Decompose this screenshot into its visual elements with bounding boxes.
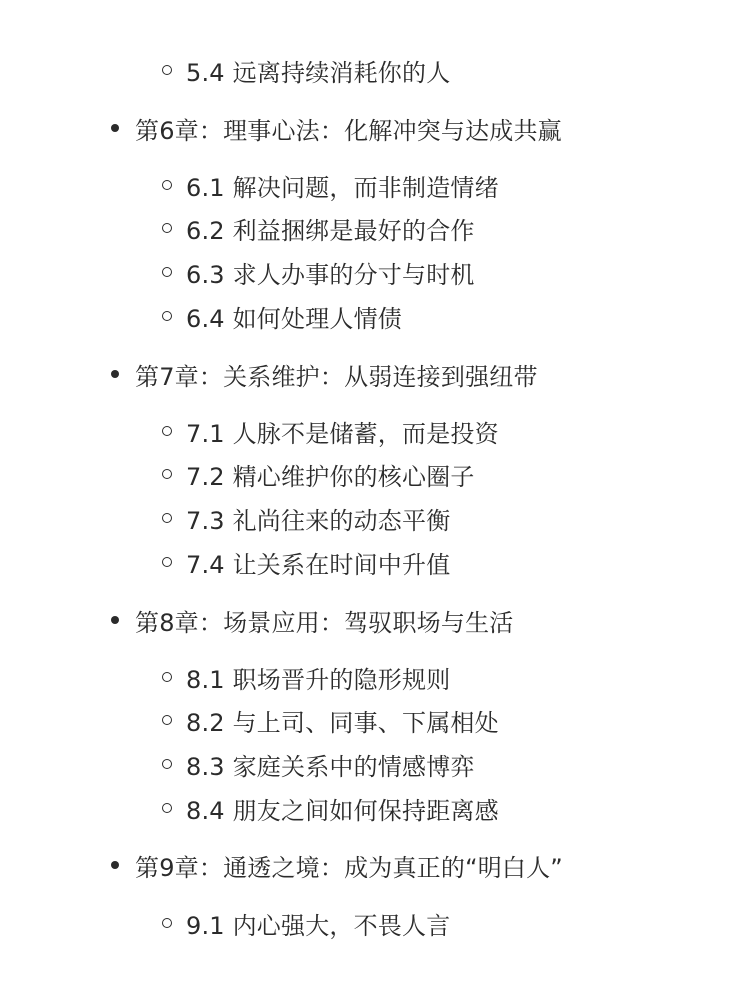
hollow-bullet-icon [162,426,172,436]
list-item-section [162,165,499,205]
hollow-bullet-icon [162,267,172,277]
list-item-section [162,498,450,538]
hollow-bullet-icon [162,469,172,479]
hollow-bullet-icon [162,65,172,75]
list-item-section [162,657,450,697]
list-item-section [162,744,475,784]
filled-bullet-icon [111,861,119,869]
chapter-title: 第9章：通透之境：成为真正的“明白人” [135,853,563,882]
section-title: 7.3 礼尚往来的动态平衡 [186,506,451,535]
list-item-chapter [111,354,538,394]
hollow-bullet-icon [162,180,172,190]
filled-bullet-icon [111,124,119,132]
list-item-section [162,252,475,292]
filled-bullet-icon [111,370,119,378]
filled-bullet-icon [111,616,119,624]
section-title: 7.2 精心维护你的核心圈子 [186,462,475,491]
hollow-bullet-icon [162,672,172,682]
section-title: 8.3 家庭关系中的情感博弈 [186,752,475,781]
section-title: 8.1 职场晋升的隐形规则 [186,665,451,694]
list-item-chapter [111,600,513,640]
section-title: 6.1 解决问题，而非制造情绪 [186,173,499,202]
hollow-bullet-icon [162,803,172,813]
section-title: 7.4 让关系在时间中升值 [186,550,451,579]
chapter-title: 第7章：关系维护：从弱连接到强纽带 [135,362,538,391]
section-title: 8.2 与上司、同事、下属相处 [186,708,499,737]
section-title: 6.2 利益捆绑是最好的合作 [186,216,475,245]
section-title: 8.4 朋友之间如何保持距离感 [186,796,499,825]
hollow-bullet-icon [162,311,172,321]
hollow-bullet-icon [162,715,172,725]
section-title: 6.4 如何处理人情债 [186,304,402,333]
hollow-bullet-icon [162,918,172,928]
list-item-section [162,296,402,336]
hollow-bullet-icon [162,513,172,523]
list-item-section [162,411,499,451]
list-item-section [162,788,499,828]
list-item-section [162,542,450,582]
list-item-section [162,208,475,248]
chapter-title: 第6章：理事心法：化解冲突与达成共赢 [135,116,562,145]
hollow-bullet-icon [162,759,172,769]
section-title: 7.1 人脉不是储蓄，而是投资 [186,419,499,448]
section-title: 6.3 求人办事的分寸与时机 [186,260,475,289]
list-item-section [162,50,450,90]
hollow-bullet-icon [162,557,172,567]
list-item-section [162,903,450,943]
list-item-chapter [111,845,563,885]
list-item-section [162,700,499,740]
chapter-title: 第8章：场景应用：驾驭职场与生活 [135,608,514,637]
section-title: 5.4 远离持续消耗你的人 [186,58,451,87]
list-item-chapter [111,108,562,148]
list-item-section [162,454,475,494]
hollow-bullet-icon [162,223,172,233]
section-title: 9.1 内心强大，不畏人言 [186,911,451,940]
